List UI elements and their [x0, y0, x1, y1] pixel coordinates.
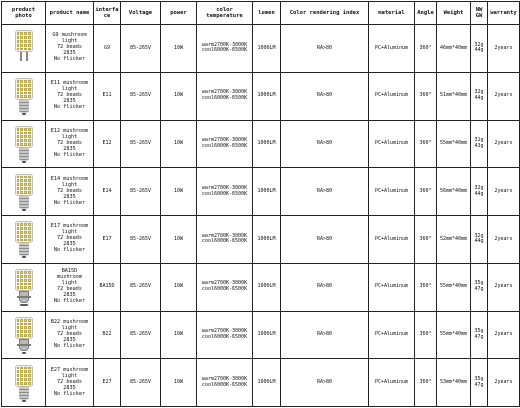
color-temperature-line: warm2700K-3000K [201, 328, 248, 335]
contact-tip-icon [22, 256, 26, 258]
warranty-cell: 2years [488, 72, 520, 120]
weight-cell: 51mm*40mm [437, 72, 471, 120]
nw-gw-cell [471, 120, 488, 168]
color-temperature-cell [197, 263, 253, 311]
angle-cell: 360° [415, 263, 437, 311]
gross-weight: 47g [474, 333, 484, 340]
led-array-icon [15, 174, 33, 196]
lamp-base-icon [19, 100, 29, 113]
gross-weight: 47g [474, 381, 484, 388]
voltage-cell: 85-265V [121, 25, 161, 73]
product-name-line: 72 beads [57, 235, 82, 242]
power-cell: 10W [161, 311, 197, 359]
table-body [2, 25, 520, 407]
lumen-cell: 1000LM [253, 25, 281, 73]
color-temperature-cell [197, 359, 253, 407]
weight-cell: 52mm*40mm [437, 216, 471, 264]
cri-cell: RA>80 [281, 120, 369, 168]
led-array-icon [15, 30, 33, 52]
contact-tip-icon [22, 113, 26, 115]
column-header-color-temperature: color temperature [197, 2, 253, 25]
power-cell: 10W [161, 25, 197, 73]
weight-cell: 53mm*40mm [437, 359, 471, 407]
column-header-weight: Weight [437, 2, 471, 25]
cri-cell: RA>80 [281, 72, 369, 120]
color-temperature-line: cool6000K-6500K [201, 238, 248, 245]
product-name-cell [46, 168, 94, 216]
product-name-line: 72 beads [57, 92, 82, 99]
net-weight: 32g [474, 41, 484, 48]
product-name-line: light [61, 280, 78, 287]
angle-cell: 360° [415, 216, 437, 264]
weight-cell: 55mm*40mm [437, 311, 471, 359]
contact-tip-icon [22, 161, 26, 163]
product-name-line: 72 beads [57, 330, 82, 337]
warranty-cell: 2years [488, 120, 520, 168]
color-temperature-line: warm2700K-3000K [201, 375, 248, 382]
ba15d-led-bulb-photo [9, 267, 39, 307]
warranty-cell: 2years [488, 311, 520, 359]
lumen-cell: 1000LM [253, 311, 281, 359]
product-name-line: No flicker [53, 298, 86, 305]
product-name-line: BA15D [61, 268, 78, 275]
product-name-line: No flicker [53, 104, 86, 111]
nw-gw-cell [471, 263, 488, 311]
lamp-base-icon [19, 291, 29, 303]
product-photo-cell [2, 263, 46, 311]
led-array-icon [15, 221, 33, 243]
nw-gw-cell [471, 72, 488, 120]
color-temperature-cell [197, 216, 253, 264]
nw-gw-cell [471, 25, 488, 73]
material-cell: PC+Aluminum [369, 25, 415, 73]
voltage-cell: 85-265V [121, 216, 161, 264]
interface-cell: E27 [94, 359, 121, 407]
product-name-line: 2835 [63, 145, 76, 152]
lumen-cell: 1000LM [253, 216, 281, 264]
product-name-line: 2835 [63, 241, 76, 248]
interface-cell: E14 [94, 168, 121, 216]
color-temperature-cell [197, 120, 253, 168]
lamp-base-icon [19, 196, 29, 209]
e17-led-bulb-photo [9, 219, 39, 259]
led-array-icon [15, 317, 33, 339]
weight-cell: 46mm*40mm [437, 25, 471, 73]
lamp-base-icon [20, 52, 28, 61]
material-cell: PC+Aluminum [369, 72, 415, 120]
voltage-cell: 85-265V [121, 359, 161, 407]
nw-gw-cell [471, 311, 488, 359]
gross-weight: 47g [474, 286, 484, 293]
angle-cell: 360° [415, 72, 437, 120]
product-name-line: light [61, 324, 78, 331]
column-header-nw-gw: NW GW [471, 2, 488, 25]
e12-led-bulb-photo [9, 124, 39, 164]
warranty-cell: 2years [488, 168, 520, 216]
table-row [2, 168, 520, 216]
lamp-base-icon [19, 339, 29, 351]
power-cell: 10W [161, 359, 197, 407]
b22-led-bulb-photo [9, 315, 39, 355]
product-name-line: 72 beads [57, 139, 82, 146]
product-name-line: E11 mushroom [50, 80, 89, 87]
gross-weight: 44g [474, 190, 484, 197]
led-array-icon [15, 126, 33, 148]
color-temperature-cell [197, 168, 253, 216]
power-cell: 10W [161, 168, 197, 216]
voltage-cell: 85-265V [121, 168, 161, 216]
color-temperature-line: warm2700K-3000K [201, 137, 248, 144]
product-name-line: light [61, 181, 78, 188]
product-name-line: No flicker [53, 247, 86, 254]
contact-tip-icon [22, 209, 26, 211]
column-header-cri: Color rendering index [281, 2, 369, 25]
product-photo-cell [2, 311, 46, 359]
interface-cell: BA15D [94, 263, 121, 311]
product-photo-cell [2, 72, 46, 120]
product-name-cell [46, 263, 94, 311]
voltage-cell: 85-265V [121, 263, 161, 311]
product-name-line: E14 mushroom [50, 175, 89, 182]
lamp-base-icon [19, 387, 29, 400]
e27-led-bulb-photo [9, 363, 39, 403]
table-row [2, 120, 520, 168]
lumen-cell: 1000LM [253, 72, 281, 120]
material-cell: PC+Aluminum [369, 311, 415, 359]
product-name-line: mushroom [57, 274, 82, 281]
table-row [2, 25, 520, 73]
lumen-cell: 1000LM [253, 359, 281, 407]
color-temperature-line: warm2700K-3000K [201, 280, 248, 287]
color-temperature-line: cool6000K-6500K [201, 142, 248, 149]
product-name-line: light [61, 38, 78, 45]
gross-weight: 44g [474, 47, 484, 54]
cri-cell: RA>80 [281, 311, 369, 359]
g9-led-bulb-photo [9, 28, 39, 68]
column-header-photo: product photo [2, 2, 46, 25]
product-name-line: E12 mushroom [50, 127, 89, 134]
color-temperature-line: cool6000K-6500K [201, 190, 248, 197]
e11-led-bulb-photo [9, 76, 39, 116]
nw-gw-cell [471, 216, 488, 264]
material-cell: PC+Aluminum [369, 120, 415, 168]
angle-cell: 360° [415, 359, 437, 407]
column-header-power: power [161, 2, 197, 25]
contact-tip-icon [22, 352, 26, 354]
product-name-line: 2835 [63, 384, 76, 391]
table-row [2, 311, 520, 359]
led-array-icon [15, 365, 33, 387]
color-temperature-line: warm2700K-3000K [201, 232, 248, 239]
cri-cell: RA>80 [281, 359, 369, 407]
color-temperature-line: cool6000K-6500K [201, 47, 248, 54]
product-name-line: 2835 [63, 336, 76, 343]
angle-cell: 360° [415, 311, 437, 359]
product-name-line: 2835 [63, 98, 76, 105]
contact-tip-icon [22, 400, 26, 402]
material-cell: PC+Aluminum [369, 263, 415, 311]
material-cell: PC+Aluminum [369, 168, 415, 216]
spec-table-container [1, 1, 517, 407]
product-name-line: E17 mushroom [50, 223, 89, 230]
color-temperature-line: warm2700K-3000K [201, 89, 248, 96]
warranty-cell: 2years [488, 263, 520, 311]
lamp-base-icon [19, 243, 29, 256]
weight-cell: 55mm*40mm [437, 120, 471, 168]
interface-cell: B22 [94, 311, 121, 359]
header-row [2, 2, 520, 25]
product-photo-cell [2, 216, 46, 264]
interface-cell: E17 [94, 216, 121, 264]
column-header-lumen: lumen [253, 2, 281, 25]
cri-cell: RA>80 [281, 216, 369, 264]
color-temperature-cell [197, 311, 253, 359]
color-temperature-line: warm2700K-3000K [201, 184, 248, 191]
lumen-cell: 1000LM [253, 263, 281, 311]
lumen-cell: 1000LM [253, 120, 281, 168]
net-weight: 35g [474, 375, 484, 382]
product-photo-cell [2, 168, 46, 216]
net-weight: 32g [474, 89, 484, 96]
contact-tip-icon [20, 304, 28, 306]
product-name-line: 2835 [63, 50, 76, 57]
weight-cell: 56mm*40mm [437, 168, 471, 216]
product-photo-cell [2, 359, 46, 407]
lumen-cell: 1000LM [253, 168, 281, 216]
gross-weight: 44g [474, 238, 484, 245]
product-name-line: No flicker [53, 199, 86, 206]
angle-cell: 360° [415, 168, 437, 216]
product-name-cell [46, 72, 94, 120]
power-cell: 10W [161, 263, 197, 311]
product-name-line: light [61, 372, 78, 379]
product-name-line: light [61, 86, 78, 93]
interface-cell: E11 [94, 72, 121, 120]
warranty-cell: 2years [488, 25, 520, 73]
angle-cell: 360° [415, 120, 437, 168]
net-weight: 31g [474, 137, 484, 144]
power-cell: 10W [161, 216, 197, 264]
product-name-line: 72 beads [57, 378, 82, 385]
voltage-cell: 85-265V [121, 72, 161, 120]
product-name-cell [46, 25, 94, 73]
color-temperature-line: cool6000K-6500K [201, 95, 248, 102]
column-header-angle: Angle [415, 2, 437, 25]
gross-weight: 43g [474, 142, 484, 149]
product-spec-table [1, 1, 520, 407]
color-temperature-line: cool6000K-6500K [201, 333, 248, 340]
voltage-cell: 85-265V [121, 311, 161, 359]
net-weight: 35g [474, 328, 484, 335]
weight-cell: 55mm*40mm [437, 263, 471, 311]
product-name-line: B22 mushroom [50, 318, 89, 325]
product-name-line: E27 mushroom [50, 366, 89, 373]
product-name-cell [46, 359, 94, 407]
led-array-icon [15, 78, 33, 100]
color-temperature-line: cool6000K-6500K [201, 381, 248, 388]
net-weight: 35g [474, 280, 484, 287]
net-weight: 32g [474, 232, 484, 239]
product-name-line: 2835 [63, 292, 76, 299]
warranty-cell: 2years [488, 359, 520, 407]
table-row [2, 216, 520, 264]
material-cell: PC+Aluminum [369, 216, 415, 264]
product-photo-cell [2, 120, 46, 168]
column-header-interface: interface [94, 2, 121, 25]
product-name-line: No flicker [53, 342, 86, 349]
e14-led-bulb-photo [9, 172, 39, 212]
interface-cell: G9 [94, 25, 121, 73]
led-array-icon [15, 269, 33, 291]
table-row [2, 263, 520, 311]
cri-cell: RA>80 [281, 168, 369, 216]
product-name-line: light [61, 229, 78, 236]
material-cell: PC+Aluminum [369, 359, 415, 407]
color-temperature-cell [197, 72, 253, 120]
product-name-line: No flicker [53, 151, 86, 158]
color-temperature-line: warm2700K-3000K [201, 41, 248, 48]
product-name-line: 2835 [63, 193, 76, 200]
color-temperature-line: cool6000K-6500K [201, 286, 248, 293]
nw-gw-cell [471, 359, 488, 407]
color-temperature-cell [197, 25, 253, 73]
column-header-material: material [369, 2, 415, 25]
product-name-line: 72 beads [57, 286, 82, 293]
product-name-line: No flicker [53, 390, 86, 397]
interface-cell: E12 [94, 120, 121, 168]
table-row [2, 72, 520, 120]
product-name-line: 72 beads [57, 187, 82, 194]
column-header-name: product name [46, 2, 94, 25]
nw-gw-cell [471, 168, 488, 216]
net-weight: 32g [474, 184, 484, 191]
gross-weight: 44g [474, 95, 484, 102]
angle-cell: 360° [415, 25, 437, 73]
product-name-line: G9 mushroom [52, 32, 87, 39]
product-name-cell [46, 216, 94, 264]
product-photo-cell [2, 25, 46, 73]
cri-cell: RA>80 [281, 263, 369, 311]
warranty-cell: 2years [488, 216, 520, 264]
power-cell: 10W [161, 120, 197, 168]
product-name-cell [46, 120, 94, 168]
lamp-base-icon [19, 148, 29, 161]
power-cell: 10W [161, 72, 197, 120]
column-header-voltage: Voltage [121, 2, 161, 25]
table-row [2, 359, 520, 407]
cri-cell: RA>80 [281, 25, 369, 73]
product-name-cell [46, 311, 94, 359]
product-name-line: No flicker [53, 56, 86, 63]
voltage-cell: 85-265V [121, 120, 161, 168]
product-name-line: light [61, 133, 78, 140]
column-header-warranty: warranty [488, 2, 520, 25]
product-name-line: 72 beads [57, 44, 82, 51]
